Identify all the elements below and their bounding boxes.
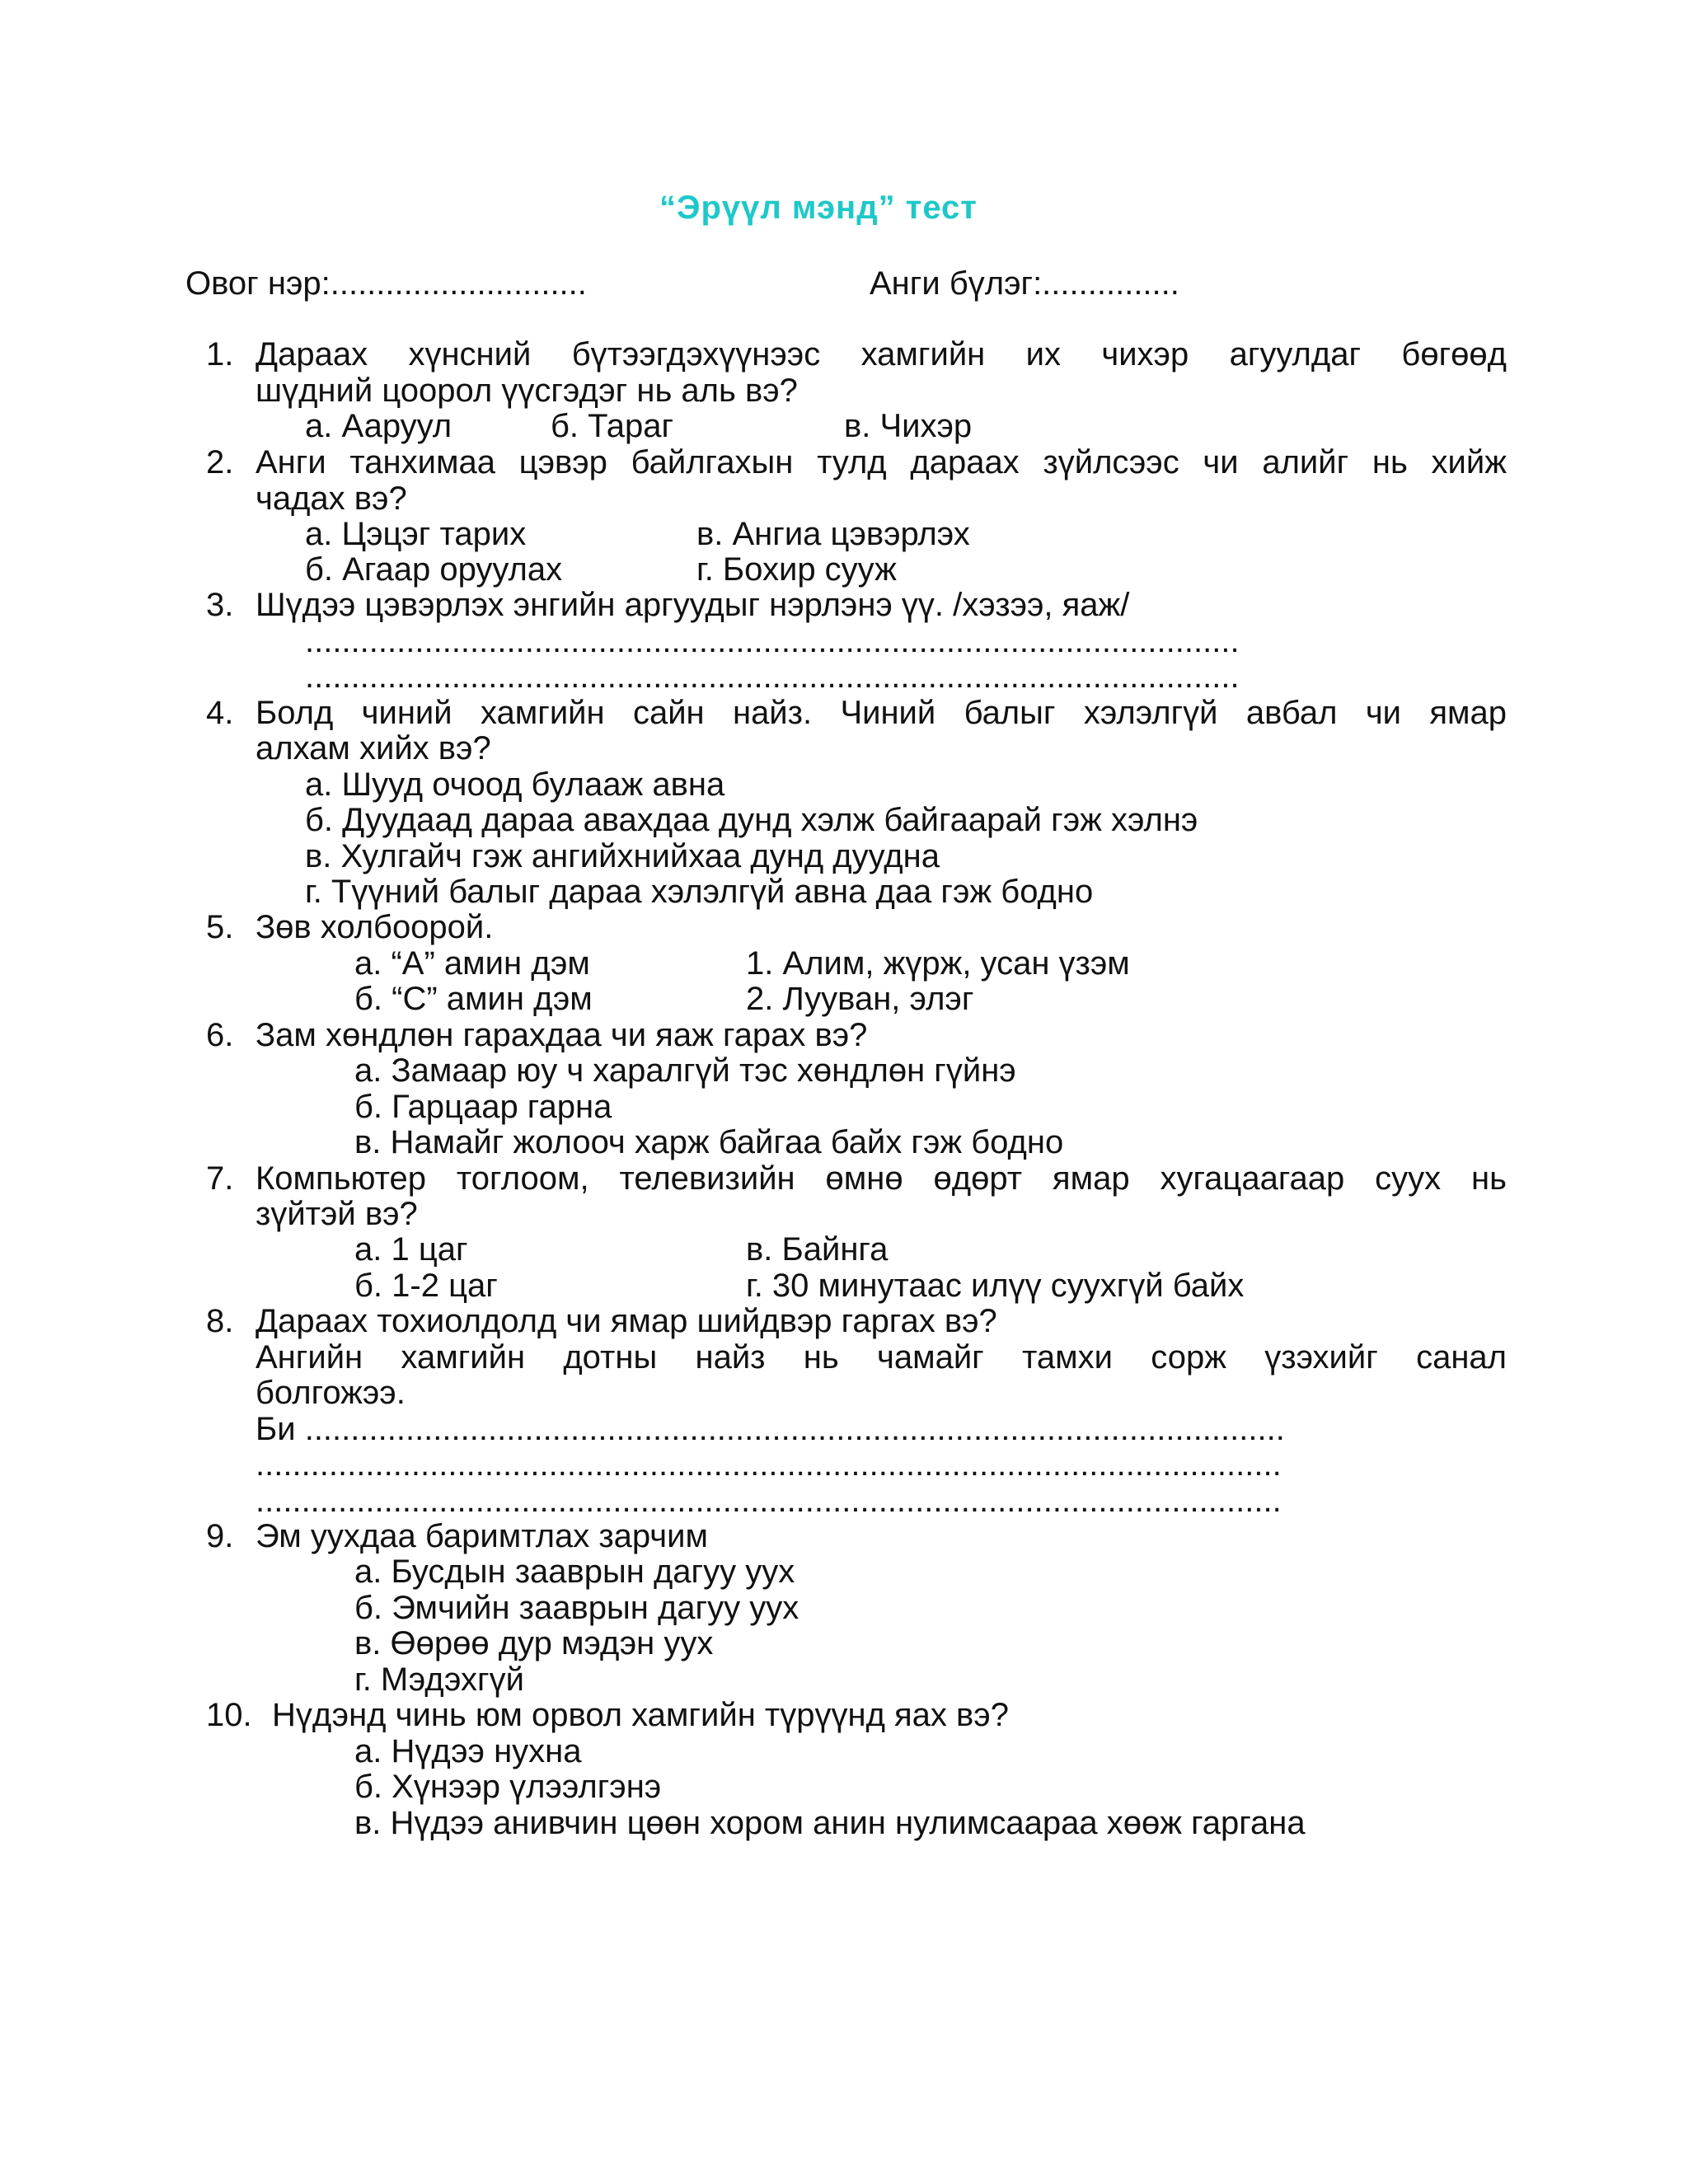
answer-line[interactable]: ...................................................................................................... (305, 658, 1240, 695)
page-title: “Эрүүл мэнд” тест (659, 190, 978, 226)
name-field[interactable]: Овог нэр:............................ (185, 265, 587, 302)
question-number: 9. (206, 1518, 234, 1554)
question-text: Нүдэнд чинь юм орвол хамгийн түрүүнд яах вэ? (272, 1697, 1009, 1733)
answer-option[interactable]: а. Цэцэг тарих (305, 516, 527, 552)
answer-option[interactable]: в. Намайг жолооч харж байгаа байх гэж бодно (354, 1124, 1064, 1160)
answer-option[interactable]: в. Өөрөө дур мэдэн уух (354, 1625, 714, 1661)
answer-option[interactable]: а. Замаар юу ч харалгүй тэс хөндлөн гүйнэ (354, 1052, 1016, 1089)
answer-option[interactable]: г. Түүний балыг дараа хэлэлгүй авна даа гэж бодно (305, 874, 1094, 910)
answer-option[interactable]: а. Шууд очоод булааж авна (305, 766, 725, 803)
question-text: шүдний цоорол үүсгэдэг нь аль вэ? (256, 373, 798, 409)
question-text: Зам хөндлөн гарахдаа чи яаж гарах вэ? (256, 1017, 868, 1053)
question-number: 5. (206, 909, 234, 945)
answer-option[interactable]: 2. Лууван, элэг (746, 981, 974, 1017)
question-text: болгожээ. (256, 1375, 406, 1411)
question-text: Анги танхимаа цэвэр байлгахын тулд дараах зүйлсээс чи алийг нь хийж (256, 444, 1507, 480)
answer-line[interactable]: ...................................................................................................... (305, 623, 1240, 659)
question-text: Эм уухдаа баримтлах зарчим (256, 1518, 708, 1554)
question-number: 8. (206, 1303, 234, 1339)
answer-option[interactable]: а. 1 цаг (354, 1231, 468, 1268)
answer-option[interactable]: в. Ангиа цэвэрлэх (696, 516, 970, 552)
question-number: 10. (206, 1697, 252, 1733)
answer-option[interactable]: г. Мэдэхгүй (354, 1661, 524, 1698)
answer-option[interactable]: б. Хүнээр үлээлгэнэ (354, 1769, 662, 1805)
answer-option[interactable]: б. Тараг (551, 408, 674, 444)
answer-line[interactable]: Би ........................................................................................................... (256, 1411, 1285, 1447)
question-text: Дараах тохиолдолд чи ямар шийдвэр гаргах вэ? (256, 1303, 997, 1339)
answer-option[interactable]: а. Ааруул (305, 408, 452, 444)
question-text: Компьютер тоглоом, телевизийн өмнө өдөрт ямар хугацаагаар суух нь (256, 1160, 1507, 1197)
question-text: Ангийн хамгийн дотны найз нь чамайг тамхи сорж үзэхийг санал (256, 1339, 1507, 1376)
question-text: Зөв холбоорой. (256, 909, 494, 945)
answer-option[interactable]: в. Чихэр (844, 408, 973, 444)
answer-option[interactable]: в. Хулгайч гэж ангийхнийхаа дунд дуудна (305, 838, 940, 874)
answer-option[interactable]: г. Бохир сууж (696, 551, 897, 588)
question-number: 7. (206, 1160, 234, 1197)
question-text: алхам хийх вэ? (256, 730, 491, 766)
answer-option[interactable]: г. 30 минутаас илүү суухгүй байх (746, 1268, 1245, 1304)
answer-option[interactable]: в. Байнга (746, 1231, 889, 1268)
answer-option[interactable]: б. “С” амин дэм (354, 981, 593, 1017)
question-text: Болд чиний хамгийн сайн найз. Чиний балыг хэлэлгүй авбал чи ямар (256, 695, 1507, 731)
answer-option[interactable]: б. Дуудаад дараа авахдаа дунд хэлж байгаарай гэж хэлнэ (305, 802, 1198, 838)
answer-option[interactable]: б. 1-2 цаг (354, 1268, 498, 1304)
answer-option[interactable]: а. Бусдын зааврын дагуу уух (354, 1554, 795, 1590)
answer-option[interactable]: в. Нүдээ анивчин цөөн хором анин нулимсаараа хөөж гаргана (354, 1805, 1306, 1841)
answer-option[interactable]: б. Агаар оруулах (305, 551, 563, 588)
question-number: 6. (206, 1017, 234, 1053)
answer-option[interactable]: б. Гарцаар гарна (354, 1089, 612, 1125)
answer-line[interactable]: ................................................................................................................ (256, 1446, 1282, 1483)
question-number: 3. (206, 587, 234, 623)
question-text: чадах вэ? (256, 480, 407, 517)
question-number: 2. (206, 444, 234, 480)
question-text: Шүдээ цэвэрлэх энгийн аргуудыг нэрлэнэ үү. /хэзээ, яаж/ (256, 587, 1130, 623)
class-field[interactable]: Анги бүлэг:............... (870, 265, 1179, 302)
question-text: зүйтэй вэ? (256, 1196, 418, 1232)
answer-line[interactable]: ................................................................................................................ (256, 1483, 1282, 1519)
answer-option[interactable]: а. Нүдээ нухна (354, 1733, 582, 1769)
answer-option[interactable]: б. Эмчийн зааврын дагуу уух (354, 1590, 799, 1626)
answer-option[interactable]: а. “А” амин дэм (354, 945, 590, 982)
question-number: 1. (206, 336, 234, 373)
question-number: 4. (206, 695, 234, 731)
question-text: Дараах хүнсний бүтээгдэхүүнээс хамгийн их чихэр агуулдаг бөгөөд (256, 336, 1507, 373)
answer-option[interactable]: 1. Алим, жүрж, усан үзэм (746, 945, 1130, 982)
